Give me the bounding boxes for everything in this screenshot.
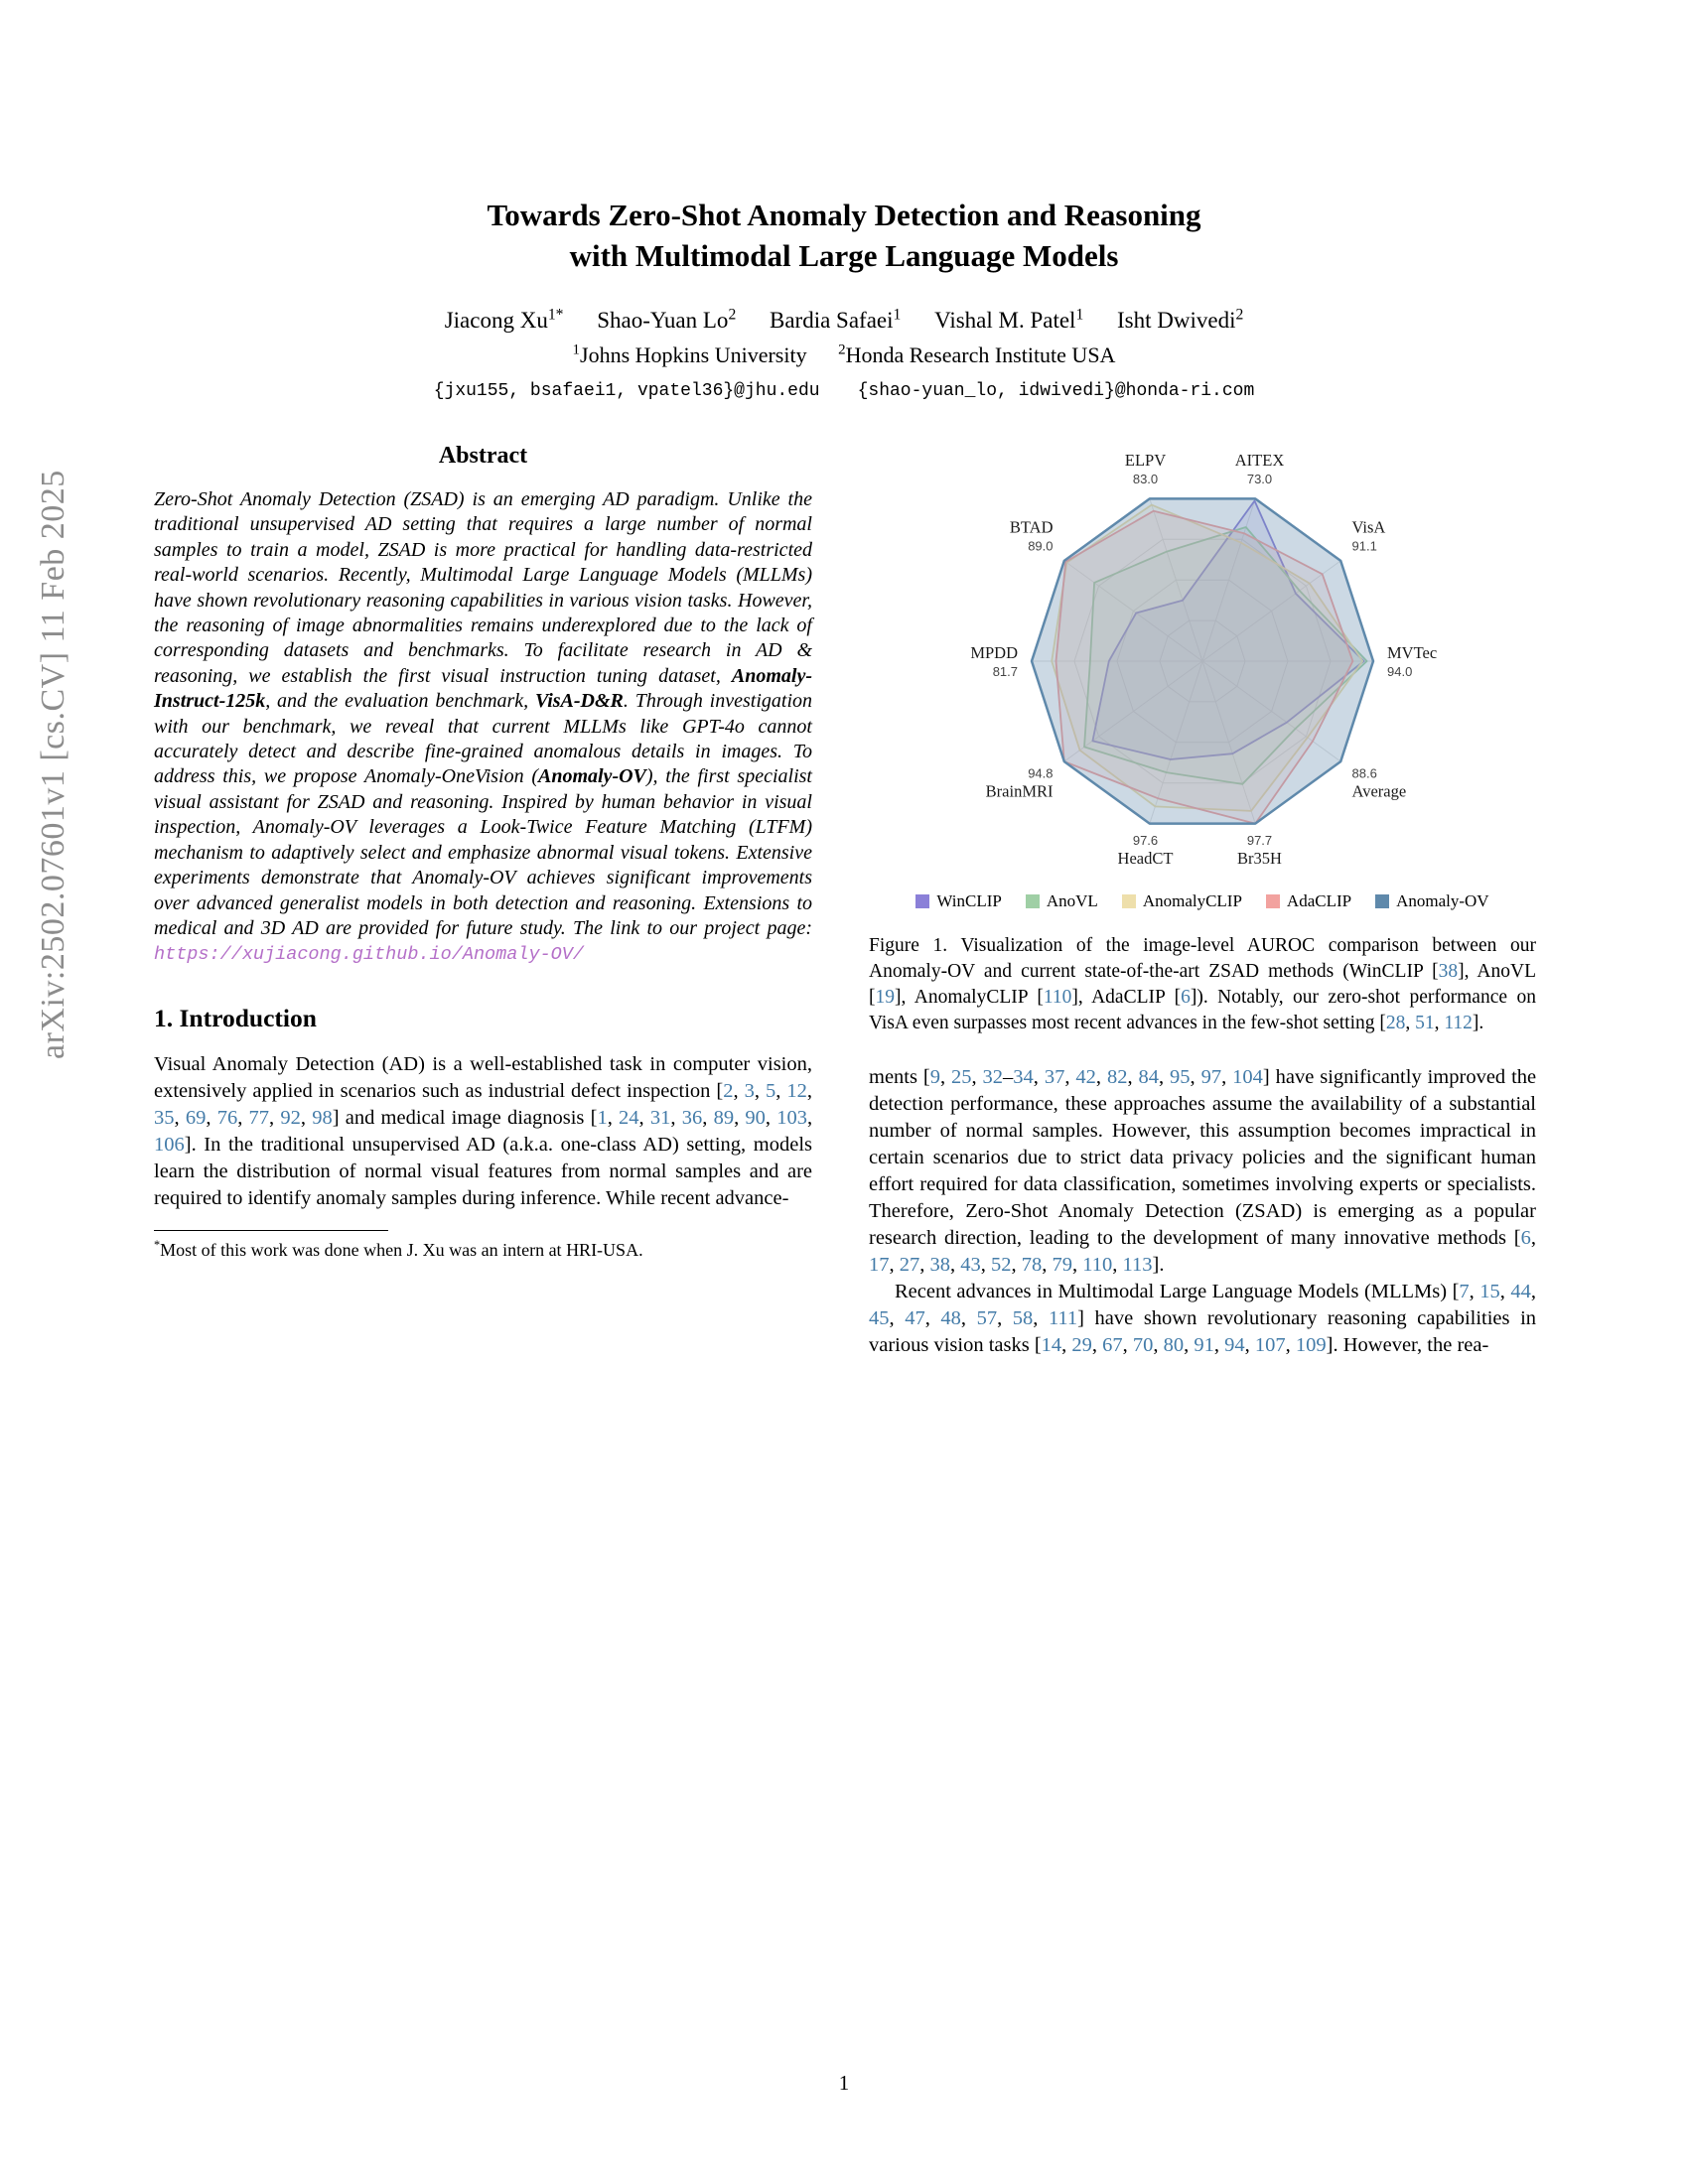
- citation-ref[interactable]: 31: [649, 1106, 671, 1129]
- svg-text:AITEX: AITEX: [1234, 451, 1285, 471]
- citation-ref[interactable]: 113: [1122, 1254, 1153, 1276]
- author-name: Shao-Yuan Lo: [597, 307, 729, 333]
- legend-item-winclip: [915, 891, 1001, 911]
- citation-ref[interactable]: 112: [1444, 1013, 1473, 1033]
- figure-1-caption: Figure 1. Visualization of the image-level AUROC comparison between our Anomaly-OV and current state-of-the-art ZSAD methods (WinCLIP [38], AnoVL [19], AnomalyCLIP [110], AdaCLIP [6]). Notably, our zero-shot performance on VisA even surpasses most recent advances in the few-shot setting [28, 51, 112].: [869, 935, 1536, 1033]
- citation-ref[interactable]: 1: [597, 1106, 608, 1129]
- svg-text:89.0: 89.0: [1028, 538, 1054, 554]
- author-name: Vishal M. Patel: [934, 307, 1076, 333]
- citation-ref[interactable]: 27: [899, 1254, 920, 1276]
- citation-ref[interactable]: 44: [1510, 1281, 1531, 1302]
- affiliation-2: [838, 342, 1115, 367]
- arxiv-stamp: arXiv:2502.07601v1 [cs.CV] 11 Feb 2025: [35, 470, 71, 1059]
- intro-paragraph-1: Visual Anomaly Detection (AD) is a well-established task in computer vision, extensively applied in scenarios such as industrial defect inspection [2, 3, 5, 12, 35, 69, 76, 77, 92, 98] and medical image diagnosis [1, 24, 31, 36, 89, 90, 103, 106]. In the traditional unsupervised AD (a.k.a. one-class AD) setting, models learn the distribution of normal visual features from normal samples and are required to identify anomaly samples during inference. While recent advance-: [154, 1052, 813, 1209]
- citation-ref[interactable]: 28: [1385, 1013, 1406, 1033]
- citation-ref[interactable]: 95: [1170, 1066, 1191, 1088]
- citation-ref[interactable]: 36: [681, 1106, 703, 1129]
- abstract-heading: Abstract: [438, 443, 528, 469]
- svg-text:73.0: 73.0: [1246, 472, 1273, 487]
- svg-text:88.6: 88.6: [1351, 765, 1377, 781]
- svg-text:BTAD: BTAD: [1009, 517, 1054, 537]
- affiliations: [149, 342, 1539, 368]
- author-4: [934, 308, 1083, 333]
- citation-ref[interactable]: 58: [1012, 1307, 1034, 1329]
- svg-text:94.8: 94.8: [1028, 765, 1054, 781]
- citation-ref[interactable]: 42: [1075, 1066, 1096, 1088]
- author-5: [1117, 308, 1243, 333]
- paper-title: [149, 195, 1539, 276]
- email-group-jhu: {jxu155, bsafaei1, vpatel36}@jhu.edu: [433, 380, 820, 401]
- author-list: [149, 306, 1539, 334]
- title-line-2: with Multimodal Large Language Models: [569, 238, 1119, 273]
- affil-mark: 1: [572, 341, 581, 358]
- citation-ref[interactable]: 57: [976, 1307, 998, 1329]
- author-affil-mark: 2: [1235, 306, 1244, 323]
- col2-paragraph-2: Recent advances in Multimodal Large Language Models (MLLMs) [7, 15, 44, 45, 47, 48, 57, 58, 111] have shown revolutionary reasoning capabilities in various vision tasks [14, 29, 67, 70, 80, 91, 94, 107, 109]. However, the rea-: [869, 1281, 1537, 1356]
- legend-swatch-icon: [1026, 894, 1040, 908]
- author-name: Isht Dwivedi: [1117, 307, 1236, 333]
- citation-ref[interactable]: 15: [1479, 1281, 1500, 1302]
- citation-ref[interactable]: 6: [1520, 1227, 1531, 1249]
- citation-ref[interactable]: 3: [744, 1079, 755, 1102]
- citation-ref[interactable]: 12: [786, 1079, 807, 1102]
- citation-ref[interactable]: 5: [766, 1079, 776, 1102]
- citation-ref[interactable]: 38: [1438, 961, 1459, 982]
- citation-ref[interactable]: 103: [776, 1106, 807, 1129]
- svg-text:97.7: 97.7: [1246, 832, 1273, 848]
- project-page-link[interactable]: https://xujiacong.github.io/Anomaly-OV/: [154, 944, 584, 966]
- email-group-honda: {shao-yuan_lo, idwivedi}@honda-ri.com: [857, 380, 1255, 401]
- citation-ref[interactable]: 80: [1163, 1334, 1185, 1356]
- citation-ref[interactable]: 89: [713, 1106, 735, 1129]
- citation-ref[interactable]: 109: [1295, 1334, 1327, 1356]
- svg-text:Br35H: Br35H: [1237, 848, 1282, 868]
- footnote-marker: *: [154, 1237, 161, 1252]
- citation-ref[interactable]: 34: [1013, 1066, 1034, 1088]
- svg-text:ELPV: ELPV: [1124, 451, 1167, 471]
- citation-ref[interactable]: 79: [1052, 1254, 1072, 1276]
- affil-name: Honda Research Institute USA: [845, 341, 1116, 367]
- citation-ref[interactable]: 38: [929, 1254, 950, 1276]
- legend-item-anomalyclip: [1122, 891, 1242, 911]
- citation-ref[interactable]: 104: [1232, 1066, 1263, 1088]
- affiliation-1: [573, 342, 807, 367]
- citation-ref[interactable]: 69: [185, 1106, 207, 1129]
- citation-ref[interactable]: 110: [1082, 1254, 1113, 1276]
- page-number: 1: [838, 2071, 850, 2095]
- citation-ref[interactable]: 52: [991, 1254, 1012, 1276]
- author-emails: [149, 381, 1539, 401]
- citation-ref[interactable]: 67: [1102, 1334, 1123, 1356]
- citation-ref[interactable]: 77: [248, 1106, 270, 1129]
- citation-ref[interactable]: 25: [951, 1066, 972, 1088]
- legend-item-anomaly-ov: [1375, 891, 1488, 911]
- title-line-1: Towards Zero-Shot Anomaly Detection and Reasoning: [487, 198, 1201, 232]
- citation-ref[interactable]: 106: [154, 1133, 185, 1156]
- author-name: Bardia Safaei: [770, 307, 894, 333]
- citation-ref[interactable]: 48: [940, 1307, 961, 1329]
- legend-swatch-icon: [1266, 894, 1280, 908]
- citation-ref[interactable]: 91: [1194, 1334, 1214, 1356]
- author-affil-mark: 2: [728, 306, 737, 323]
- citation-ref[interactable]: 9: [929, 1066, 940, 1088]
- citation-ref[interactable]: 29: [1071, 1334, 1092, 1356]
- svg-text:MVTec: MVTec: [1387, 643, 1438, 662]
- citation-ref[interactable]: 14: [1041, 1334, 1062, 1356]
- citation-ref[interactable]: 110: [1043, 987, 1072, 1008]
- citation-ref[interactable]: 7: [1459, 1281, 1470, 1302]
- citation-ref[interactable]: 92: [280, 1106, 301, 1129]
- left-column: [154, 443, 812, 1261]
- author-1: [445, 308, 564, 333]
- author-affil-mark: 1: [1075, 306, 1084, 323]
- citation-ref[interactable]: 2: [723, 1079, 734, 1102]
- citation-ref[interactable]: 107: [1254, 1334, 1286, 1356]
- svg-text:94.0: 94.0: [1387, 664, 1413, 679]
- affil-mark: 2: [838, 341, 846, 358]
- legend-label: WinCLIP: [936, 891, 1002, 910]
- author-3: [770, 308, 901, 333]
- citation-ref[interactable]: 97: [1200, 1066, 1222, 1088]
- figure-1: [869, 437, 1536, 1036]
- abstract-body-text: Zero-Shot Anomaly Detection (ZSAD) is an emerging AD paradigm. Unlike the traditional unsupervised AD setting that requires a large number of normal samples to train a model, ZSAD is more practical for handling data-restricted real-world scenarios. Recently, Multimodal Large Language Models (MLLMs) have shown revolutionary reasoning capabilities in various vision tasks. However, the reasoning of image abnormalities remains underexplored due to the lack of corresponding datasets and benchmarks. To facilitate research in AD & reasoning, we establish the first visual instruction tuning dataset, Anomaly-Instruct-125k, and the evaluation benchmark, VisA-D&R. Through investigation with our benchmark, we reveal that current MLLMs like GPT-4o cannot accurately detect and describe fine-grained anomalous details in images. To address this, we propose Anomaly-OneVision (Anomaly-OV), the first specialist visual assistant for ZSAD and reasoning. Inspired by human behavior in visual inspection, Anomaly-OV leverages a Look-Twice Feature Matching (LTFM) mechanism to adaptively select and emphasize abnormal visual tokens. Extensive experiments demonstrate that Anomaly-OV achieves significant improvements over advanced generalist models in both detection and reasoning. Extensions to medical and 3D AD are provided for future study. The link to our project page:: [154, 488, 812, 939]
- svg-text:Average: Average: [1351, 781, 1407, 801]
- citation-ref[interactable]: 47: [905, 1307, 925, 1329]
- footnote-text: [154, 1238, 812, 1261]
- citation-ref[interactable]: 43: [960, 1254, 981, 1276]
- svg-text:HeadCT: HeadCT: [1117, 848, 1174, 868]
- citation-ref[interactable]: 37: [1044, 1066, 1065, 1088]
- citation-ref[interactable]: 35: [154, 1106, 175, 1129]
- radar-chart: [869, 437, 1536, 886]
- citation-ref[interactable]: 84: [1138, 1066, 1159, 1088]
- citation-ref[interactable]: 90: [745, 1106, 766, 1129]
- footnote: [154, 1230, 812, 1261]
- citation-ref[interactable]: 17: [869, 1254, 890, 1276]
- svg-text:MPDD: MPDD: [970, 643, 1018, 662]
- legend-label: Anomaly-OV: [1396, 891, 1489, 910]
- citation-ref[interactable]: 6: [1181, 987, 1191, 1008]
- legend-swatch-icon: [1375, 894, 1389, 908]
- svg-text:83.0: 83.0: [1132, 472, 1159, 487]
- legend-item-adaclip: [1266, 891, 1351, 911]
- citation-ref[interactable]: 24: [619, 1106, 639, 1129]
- legend-swatch-icon: [915, 894, 929, 908]
- citation-ref[interactable]: 19: [875, 987, 895, 1008]
- citation-ref[interactable]: 94: [1224, 1334, 1245, 1356]
- citation-ref[interactable]: 76: [216, 1106, 238, 1129]
- citation-ref[interactable]: 45: [869, 1307, 890, 1329]
- author-affil-mark: 1: [893, 306, 902, 323]
- paper-header: [149, 195, 1539, 401]
- legend-swatch-icon: [1122, 894, 1136, 908]
- legend-item-anovl: [1026, 891, 1098, 911]
- legend-label: AnomalyCLIP: [1142, 891, 1242, 910]
- footnote-body: Most of this work was done when J. Xu was an intern at HRI-USA.: [160, 1239, 643, 1260]
- right-column: [869, 437, 1536, 1359]
- legend-label: AdaCLIP: [1286, 891, 1352, 910]
- citation-ref[interactable]: 51: [1415, 1013, 1435, 1033]
- abstract-text: [154, 487, 812, 968]
- citation-ref[interactable]: 70: [1132, 1334, 1154, 1356]
- radar-chart-svg: [869, 437, 1536, 886]
- citation-ref[interactable]: 78: [1021, 1254, 1043, 1276]
- chart-legend: [869, 891, 1536, 911]
- citation-ref[interactable]: 32: [982, 1066, 1004, 1088]
- footnote-rule: [154, 1230, 388, 1231]
- svg-text:91.1: 91.1: [1351, 538, 1377, 554]
- author-affil-mark: 1*: [547, 306, 564, 323]
- citation-ref[interactable]: 82: [1106, 1066, 1128, 1088]
- section-heading-introduction: 1. Introduction: [154, 1003, 317, 1032]
- svg-text:81.7: 81.7: [992, 664, 1018, 679]
- citation-ref[interactable]: 111: [1048, 1307, 1078, 1329]
- citation-ref[interactable]: 98: [312, 1106, 333, 1129]
- svg-text:BrainMRI: BrainMRI: [985, 781, 1054, 801]
- svg-text:VisA: VisA: [1351, 517, 1386, 537]
- legend-label: AnoVL: [1046, 891, 1098, 910]
- affil-name: Johns Hopkins University: [580, 341, 807, 367]
- col2-paragraph-1: ments [9, 25, 32–34, 37, 42, 82, 84, 95, 97, 104] have significantly improved the detection performance, these approaches assume the availability of a substantial number of normal samples. However, this assumption becomes impractical in certain scenarios due to strict data privacy policies and the significant human effort required for data classification, sometimes involving experts or specialists. Therefore, Zero-Shot Anomaly Detection (ZSAD) is emerging as a popular research direction, leading to the development of many innovative methods [6, 17, 27, 38, 43, 52, 78, 79, 110, 113].: [869, 1066, 1537, 1276]
- author-name: Jiacong Xu: [444, 307, 548, 333]
- author-2: [597, 308, 736, 333]
- svg-text:97.6: 97.6: [1132, 832, 1159, 848]
